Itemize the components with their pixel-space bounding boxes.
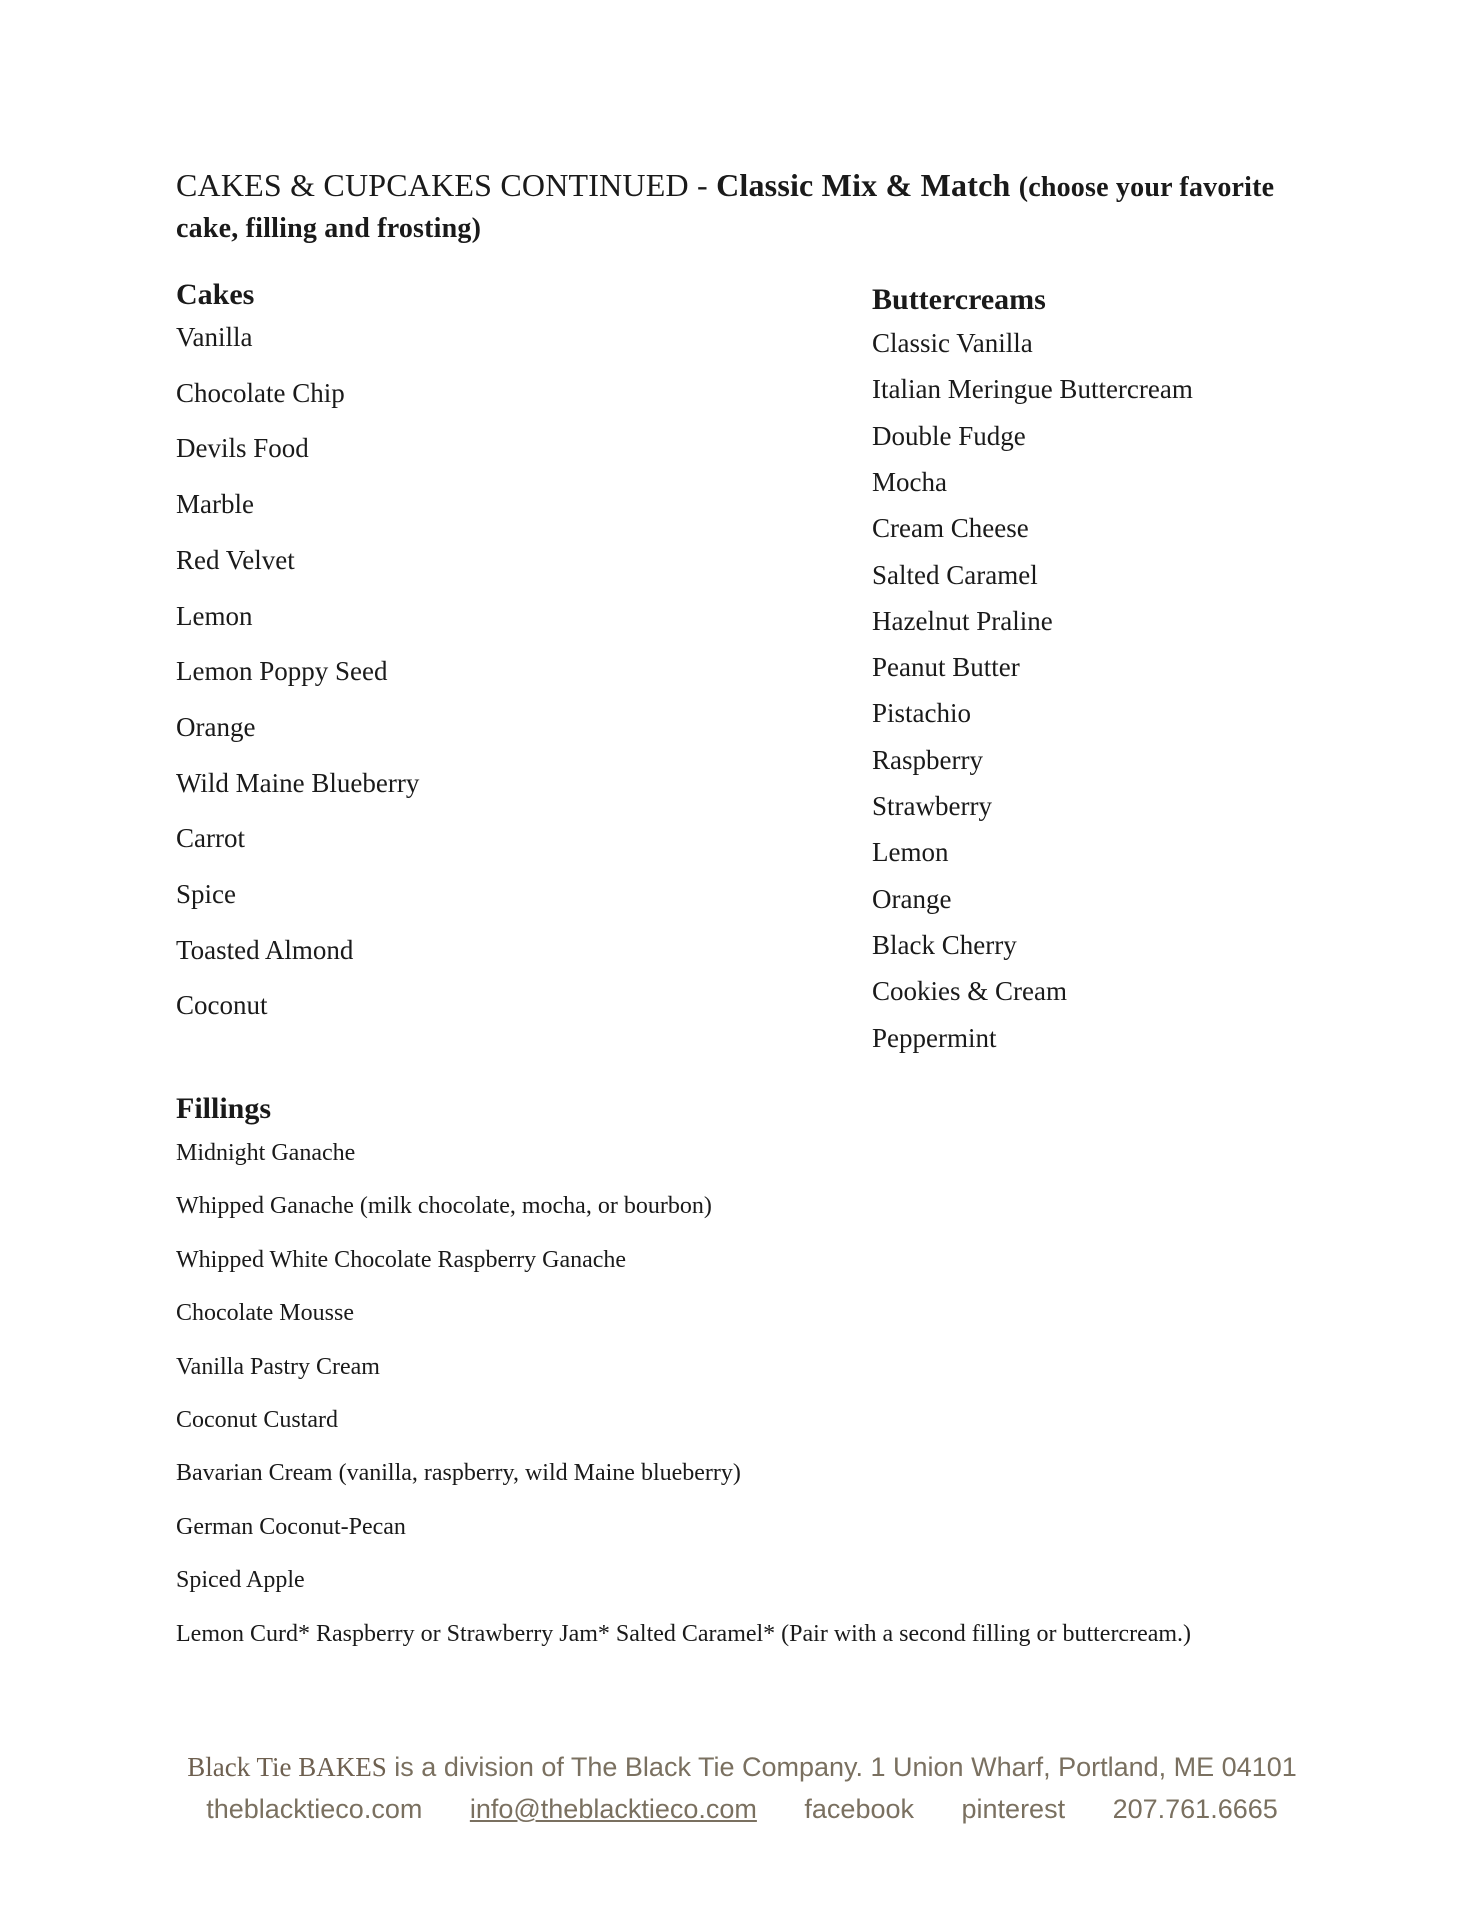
footer-facebook-link[interactable]: facebook xyxy=(804,1794,914,1824)
footer-tagline: is a division of The Black Tie Company. 1 Union Wharf, Portland, ME 04101 xyxy=(394,1752,1297,1782)
fillings-section-title: Fillings xyxy=(176,1092,272,1125)
list-item: Classic Vanilla xyxy=(872,328,1033,358)
list-item: Cookies & Cream xyxy=(872,976,1067,1007)
list-item: Spiced Apple xyxy=(176,1567,305,1594)
list-item: Lemon xyxy=(176,600,253,631)
footer-email-link[interactable]: info@theblacktieco.com xyxy=(469,1794,757,1824)
list-item: Lemon Poppy Seed xyxy=(176,656,388,687)
list-item: Chocolate Chip xyxy=(176,377,345,408)
list-item: Spice xyxy=(176,879,236,909)
list-item: Double Fudge xyxy=(872,420,1026,451)
page-heading xyxy=(176,166,1316,248)
list-item: Vanilla xyxy=(176,322,253,352)
footer-website-link[interactable]: theblacktieco.com xyxy=(206,1794,423,1824)
list-item: Bavarian Cream (vanilla, raspberry, wild Maine blueberry) xyxy=(176,1460,741,1487)
list-item: Orange xyxy=(872,883,952,914)
list-item: Hazelnut Praline xyxy=(872,605,1053,636)
list-item: Lemon Curd* Raspberry or Strawberry Jam* Salted Caramel* (Pair with a second filling or buttercream.) xyxy=(176,1620,1192,1647)
list-item: Chocolate Mousse xyxy=(176,1300,354,1327)
list-item: Coconut xyxy=(176,990,268,1021)
list-item: Carrot xyxy=(176,823,245,854)
list-item: Salted Caramel xyxy=(872,559,1038,590)
heading-title: Classic Mix & Match xyxy=(716,167,1011,203)
footer-phone: 207.761.6665 xyxy=(1112,1794,1278,1824)
list-item: Vanilla Pastry Cream xyxy=(176,1353,380,1380)
list-item: Coconut Custard xyxy=(176,1407,338,1433)
list-item: Mocha xyxy=(872,466,947,497)
list-item: Midnight Ganache xyxy=(176,1140,356,1166)
list-item: Marble xyxy=(176,489,254,520)
list-item: Pistachio xyxy=(872,698,971,729)
list-item: Whipped Ganache (milk chocolate, mocha, or bourbon) xyxy=(176,1193,712,1220)
footer-company-line xyxy=(0,1752,1484,1783)
footer-pinterest-link[interactable]: pinterest xyxy=(961,1794,1066,1824)
list-item: Raspberry xyxy=(872,744,983,775)
list-item: Black Cherry xyxy=(872,929,1017,960)
list-item: Cream Cheese xyxy=(872,513,1029,544)
list-item: Peanut Butter xyxy=(872,652,1020,683)
buttercreams-section-title: Buttercreams xyxy=(872,283,1046,316)
list-item: Devils Food xyxy=(176,433,309,464)
list-item: Whipped White Chocolate Raspberry Ganache xyxy=(176,1246,627,1273)
heading-prefix: CAKES & CUPCAKES CONTINUED - xyxy=(176,167,708,203)
heading-note: (choose your favorite cake, filling and frosting) xyxy=(176,172,1275,244)
cakes-section-title: Cakes xyxy=(176,278,255,311)
list-item: Wild Maine Blueberry xyxy=(176,767,420,798)
footer-contact-line xyxy=(0,1794,1484,1825)
list-item: Toasted Almond xyxy=(176,934,354,965)
footer-brand: Black Tie BAKES xyxy=(187,1752,387,1782)
list-item: Red Velvet xyxy=(176,544,295,575)
list-item: Lemon xyxy=(872,837,949,868)
list-item: German Coconut-Pecan xyxy=(176,1513,406,1540)
list-item: Italian Meringue Buttercream xyxy=(872,374,1193,405)
list-item: Orange xyxy=(176,711,256,742)
list-item: Strawberry xyxy=(872,791,992,821)
list-item: Peppermint xyxy=(872,1022,997,1053)
